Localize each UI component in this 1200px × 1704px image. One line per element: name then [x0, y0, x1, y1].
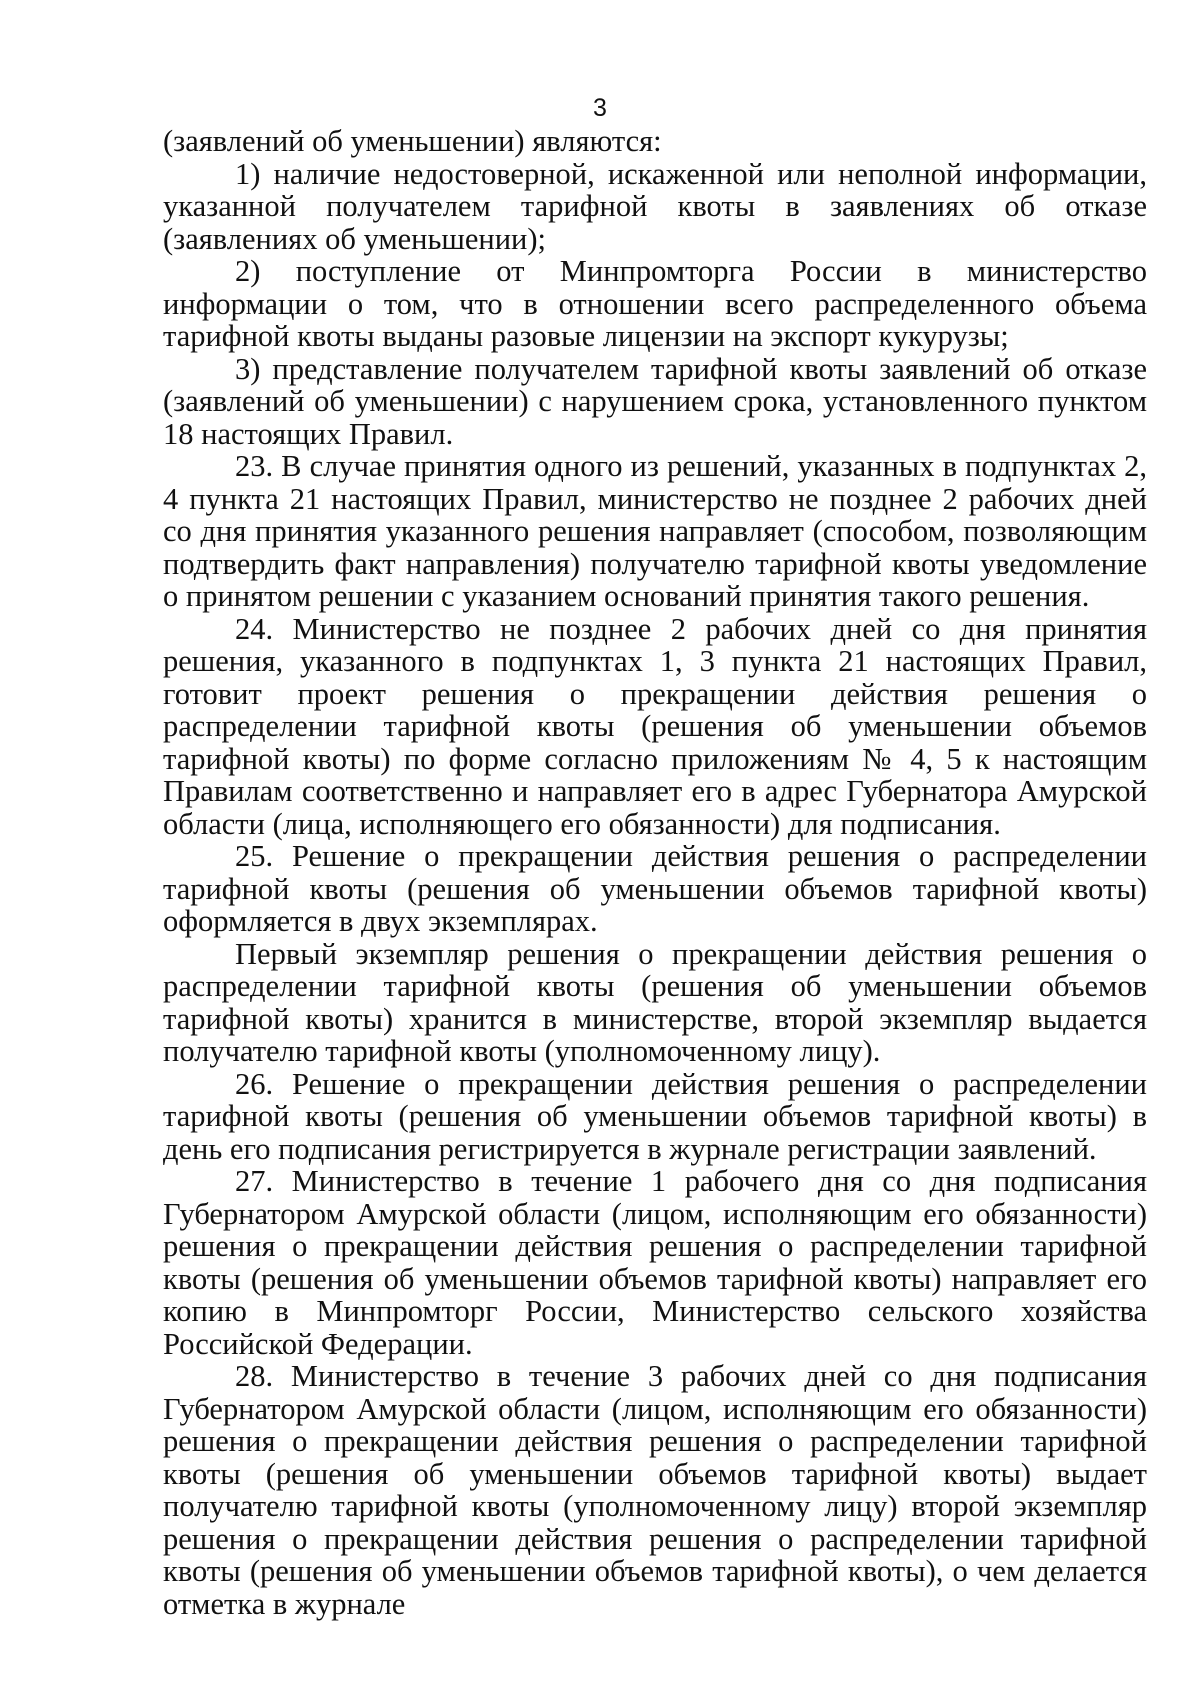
- page-number: 3: [593, 94, 607, 122]
- document-body: [163, 125, 1147, 1620]
- paragraph-clause-28: 28. Министерство в течение 3 рабочих дней со дня подписания Губернатором Амурской области (лицом, исполняющим его обязанности) решения о прекращении действия решения о распределении тарифной квоты (решения об уменьшении объемов тарифной квоты) выдает получателю тарифной квоты (уполномоченному лицу) второй экземпляр решения о прекращении действия решения о распределении тарифной квоты (решения об уменьшении объемов тарифной квоты), о чем делается отметка в журнале: [163, 1359, 1147, 1621]
- paragraph-clause-24: 24. Министерство не позднее 2 рабочих дней со дня принятия решения, указанного в подпунктах 1, 3 пункта 21 настоящих Правил, готовит проект решения о прекращении действия решения о распределении тарифной квоты (решения об уменьшении объемов тарифной квоты) по форме согласно приложениям № 4, 5 к настоящим Правилам соответственно и направляет его в адрес Губернатора Амурской области (лица, исполняющего его обязанности) для подписания.: [163, 611, 1147, 841]
- paragraph-clause-25-copies: Первый экземпляр решения о прекращении действия решения о распределении тарифной квоты (решения об уменьшении объемов тарифной квоты) хранится в министерстве, второй экземпляр выдается получателю тарифной квоты (уполномоченному лицу).: [163, 936, 1147, 1068]
- paragraph-clause-23: 23. В случае принятия одного из решений, указанных в подпунктах 2, 4 пункта 21 настоящих Правил, министерство не позднее 2 рабочих дней со дня принятия указанного решения направляет (способом, позволяющим подтвердить факт направления) получателю тарифной квоты уведомление о принятом решении с указанием оснований принятия такого решения.: [163, 449, 1147, 613]
- paragraph-item-3: 3) представление получателем тарифной квоты заявлений об отказе (заявлений об уменьшении) с нарушением срока, установленного пунктом 18 настоящих Правил.: [163, 351, 1147, 451]
- paragraph-clause-25: 25. Решение о прекращении действия решения о распределении тарифной квоты (решения об уменьшении объемов тарифной квоты) оформляется в двух экземплярах.: [163, 839, 1147, 938]
- paragraph-clause-27: 27. Министерство в течение 1 рабочего дня со дня подписания Губернатором Амурской области (лицом, исполняющим его обязанности) решения о прекращении действия решения о распределении тарифной квоты (решения об уменьшении объемов тарифной квоты) направляет его копию в Минпромторг России, Министерство сельского хозяйства Российской Федерации.: [163, 1164, 1147, 1361]
- paragraph-clause-26: 26. Решение о прекращении действия решения о распределении тарифной квоты (решения об уменьшении объемов тарифной квоты) в день его подписания регистрируется в журнале регистрации заявлений.: [163, 1066, 1147, 1166]
- paragraph-item-2: 2) поступление от Минпромторга России в министерство информации о том, что в отношении всего распределенного объема тарифной квоты выданы разовые лицензии на экспорт кукурузы;: [163, 254, 1147, 353]
- paragraph-continuation: (заявлений об уменьшении) являются:: [163, 124, 662, 158]
- paragraph-item-1: 1) наличие недостоверной, искаженной или неполной информации, указанной получателем тарифной квоты в заявлениях об отказе (заявлениях об уменьшении);: [163, 156, 1147, 256]
